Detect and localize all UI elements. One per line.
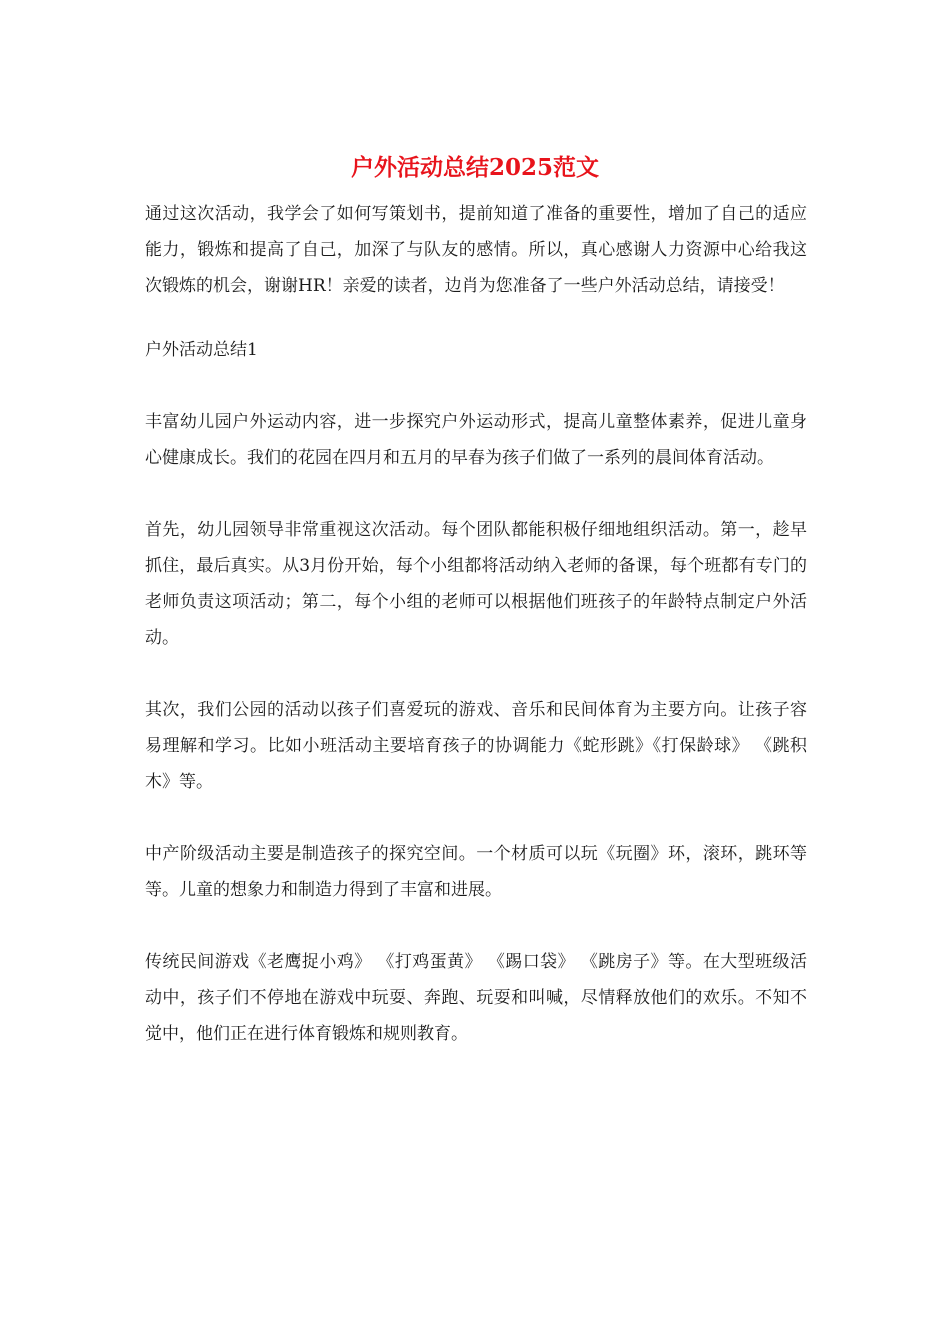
body-paragraph: 首先，幼儿园领导非常重视这次活动。每个团队都能积极仔细地组织活动。第一，趁早抓住，最后真实。从3月份开始，每个小组都将活动纳入老师的备课，每个班都有专门的老师负责这项活动；第二，每个小组的老师可以根据他们班孩子的年龄特点制定户外活动。 [145, 520, 807, 648]
document-title: 户外活动总结2025范文 [350, 154, 599, 181]
document-body [145, 196, 807, 1088]
body-paragraph: 其次，我们公园的活动以孩子们喜爱玩的游戏、音乐和民间体育为主要方向。让孩子容易理解和学习。比如小班活动主要培育孩子的协调能力《蛇形跳》《打保龄球》 《跳积木》等。 [145, 700, 807, 792]
section-heading: 户外活动总结1 [145, 340, 258, 360]
body-paragraph: 丰富幼儿园户外运动内容，进一步探究户外运动形式，提高儿童整体素养，促进儿童身心健康成长。我们的花园在四月和五月的早春为孩子们做了一系列的晨间体育活动。 [145, 412, 807, 468]
intro-paragraph: 通过这次活动，我学会了如何写策划书，提前知道了准备的重要性，增加了自己的适应能力，锻炼和提高了自己，加深了与队友的感情。所以，真心感谢人力资源中心给我这次锻炼的机会，谢谢HR！亲爱的读者，边肖为您准备了一些户外活动总结，请接受！ [145, 204, 807, 296]
body-paragraph: 中产阶级活动主要是制造孩子的探究空间。一个材质可以玩《玩圈》环，滚环，跳环等等。儿童的想象力和制造力得到了丰富和进展。 [145, 844, 807, 900]
body-paragraph: 传统民间游戏《老鹰捉小鸡》 《打鸡蛋黄》 《踢口袋》 《跳房子》等。在大型班级活动中，孩子们不停地在游戏中玩耍、奔跑、玩耍和叫喊，尽情释放他们的欢乐。不知不觉中，他们正在进行体育锻炼和规则教育。 [145, 952, 807, 1044]
